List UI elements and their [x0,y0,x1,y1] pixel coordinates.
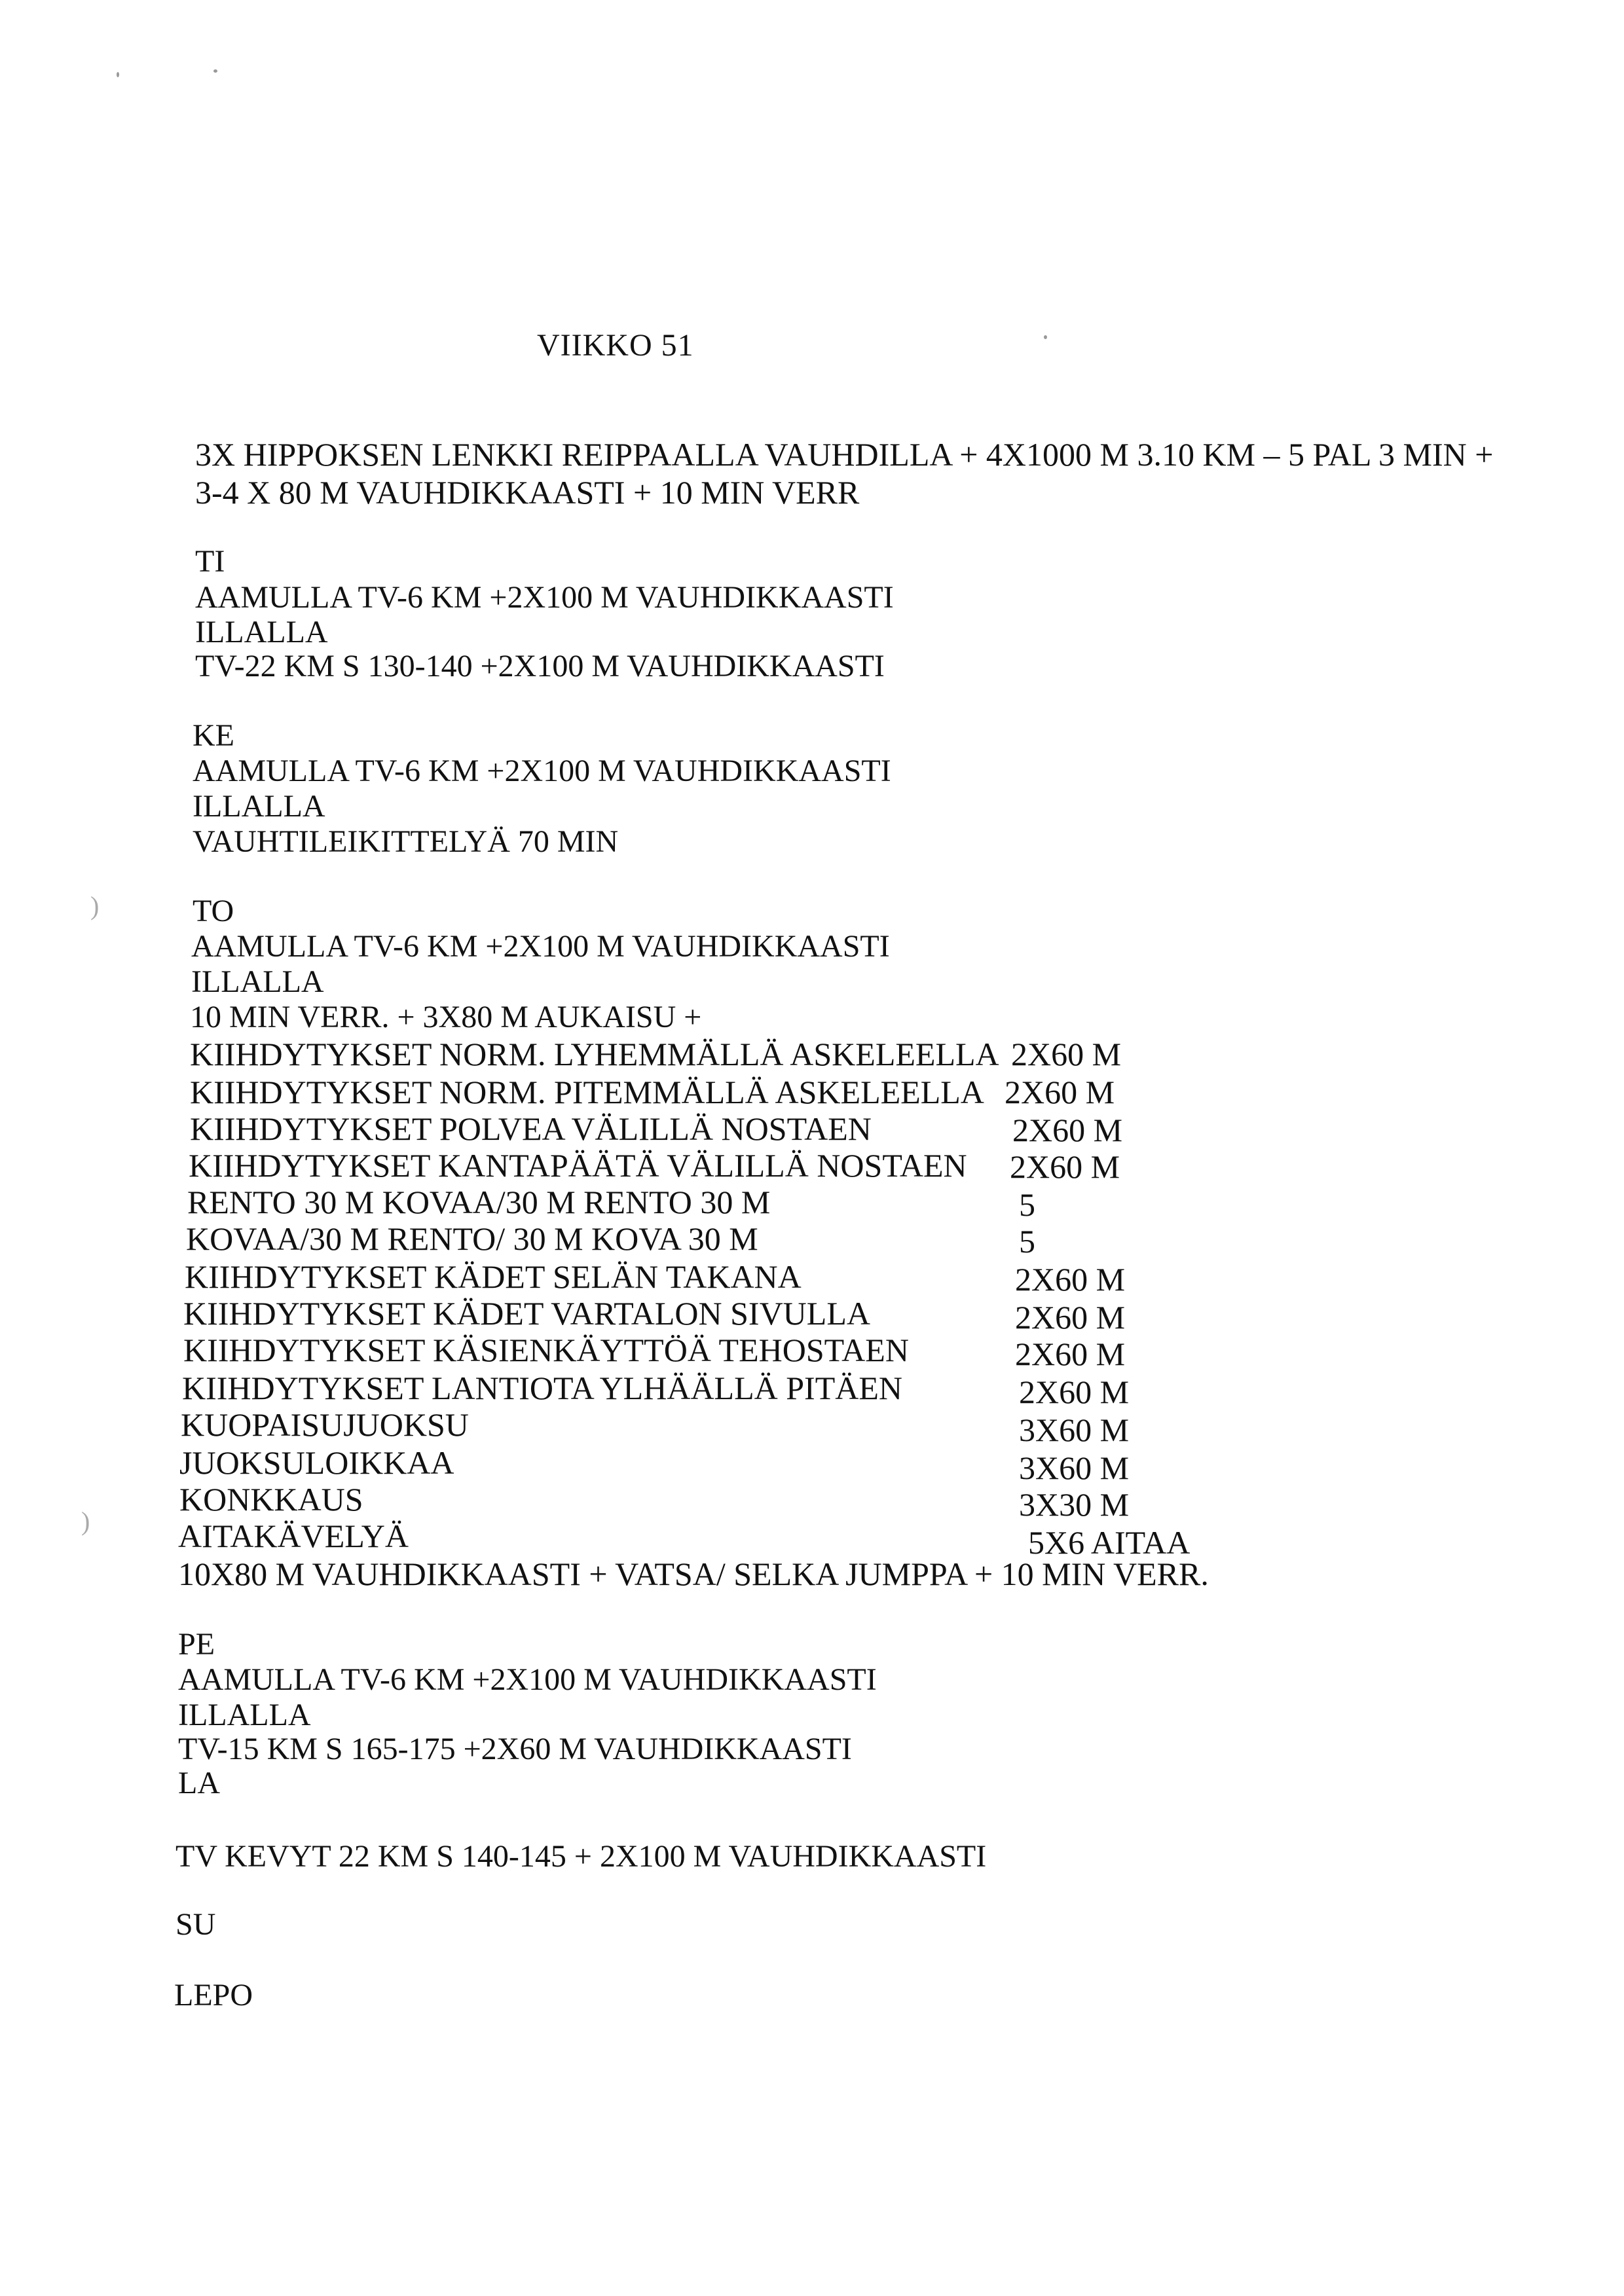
tuesday-line: AAMULLA TV-6 KM +2X100 M VAUHDIKKAASTI [195,580,894,615]
thursday-line: AAMULLA TV-6 KM +2X100 M VAUHDIKKAASTI [191,929,890,964]
page-title: VIIKKO 51 [537,328,694,363]
hole-punch-mark: ) [81,1506,90,1536]
drill-amount: 2X60 M [1015,1336,1126,1372]
drill-amount: 3X60 M [1019,1449,1130,1486]
drill-name: JUOKSULOIKKAA [179,1444,454,1481]
drill-name: KIIHDYTYKSET KÄDET VARTALON SIVULLA [183,1295,870,1332]
drill-amount: 2X60 M [1011,1036,1122,1072]
drill-name: KONKKAUS [179,1481,363,1518]
drill-name: KIIHDYTYKSET POLVEA VÄLILLÄ NOSTAEN [190,1110,872,1147]
drill-amount: 2X60 M [1015,1299,1126,1336]
friday-line: AAMULLA TV-6 KM +2X100 M VAUHDIKKAASTI [178,1662,877,1697]
drill-amount: 2X60 M [1019,1374,1130,1410]
drill-name: KIIHDYTYKSET NORM. LYHEMMÄLLÄ ASKELEELLA [190,1036,999,1072]
hole-punch-mark: ) [90,891,100,920]
friday-line: ILLALLA [178,1698,311,1732]
drill-amount: 5 [1019,1223,1035,1260]
sunday-line: LEPO [174,1978,253,2013]
intro-line: 3X HIPPOKSEN LENKKI REIPPAALLA VAUHDILLA + 4X1000 M 3.10 KM – 5 PAL 3 MIN + [195,436,1494,473]
wednesday-line: AAMULLA TV-6 KM +2X100 M VAUHDIKKAASTI [193,754,891,788]
drill-name: KIIHDYTYKSET NORM. PITEMMÄLLÄ ASKELEELLA [190,1074,984,1110]
drill-name: KIIHDYTYKSET KÄSIENKÄYTTÖÄ TEHOSTAEN [183,1332,909,1368]
thursday-closing: 10X80 M VAUHDIKKAASTI + VATSA/ SELKA JUMPPA + 10 MIN VERR. [178,1556,1209,1592]
scan-speck [117,72,119,77]
thursday-line: 10 MIN VERR. + 3X80 M AUKAISU + [190,1000,702,1034]
drill-name: KIIHDYTYKSET KANTAPÄÄTÄ VÄLILLÄ NOSTAEN [189,1147,967,1184]
drill-name: RENTO 30 M KOVAA/30 M RENTO 30 M [187,1184,771,1220]
wednesday-line: ILLALLA [193,789,325,824]
day-heading-pe: PE [178,1627,215,1662]
intro-line: 3-4 X 80 M VAUHDIKKAASTI + 10 MIN VERR [195,474,860,511]
thursday-line: ILLALLA [191,964,324,999]
saturday-line: TV KEVYT 22 KM S 140-145 + 2X100 M VAUHDIKKAASTI [175,1839,987,1874]
drill-name: KUOPAISUJUOKSU [181,1406,469,1443]
drill-amount: 2X60 M [1005,1074,1115,1110]
wednesday-line: VAUHTILEIKITTELYÄ 70 MIN [193,824,619,859]
day-heading-to: TO [193,894,234,928]
drill-amount: 3X30 M [1019,1486,1130,1523]
scan-speck [1044,335,1047,339]
drill-amount: 3X60 M [1019,1412,1130,1448]
drill-name: KIIHDYTYKSET KÄDET SELÄN TAKANA [185,1258,802,1295]
drill-amount: 2X60 M [1015,1261,1126,1298]
drill-name: KOVAA/30 M RENTO/ 30 M KOVA 30 M [186,1220,758,1257]
tuesday-line: TV-22 KM S 130-140 +2X100 M VAUHDIKKAASTI [195,649,885,683]
drill-amount: 2X60 M [1012,1112,1123,1148]
drill-amount: 5 [1019,1186,1035,1223]
friday-line: TV-15 KM S 165-175 +2X60 M VAUHDIKKAASTI [178,1732,852,1766]
drill-name: AITAKÄVELYÄ [178,1518,409,1554]
day-heading-su: SU [175,1907,216,1942]
day-heading-ke: KE [193,718,234,753]
drill-amount: 5X6 AITAA [1028,1524,1190,1561]
day-heading-la: LA [178,1766,220,1800]
drill-amount: 2X60 M [1010,1148,1120,1185]
tuesday-line: ILLALLA [195,615,328,649]
drill-name: KIIHDYTYKSET LANTIOTA YLHÄÄLLÄ PITÄEN [182,1370,902,1406]
scan-speck [213,69,217,73]
day-heading-ti: TI [195,544,225,579]
